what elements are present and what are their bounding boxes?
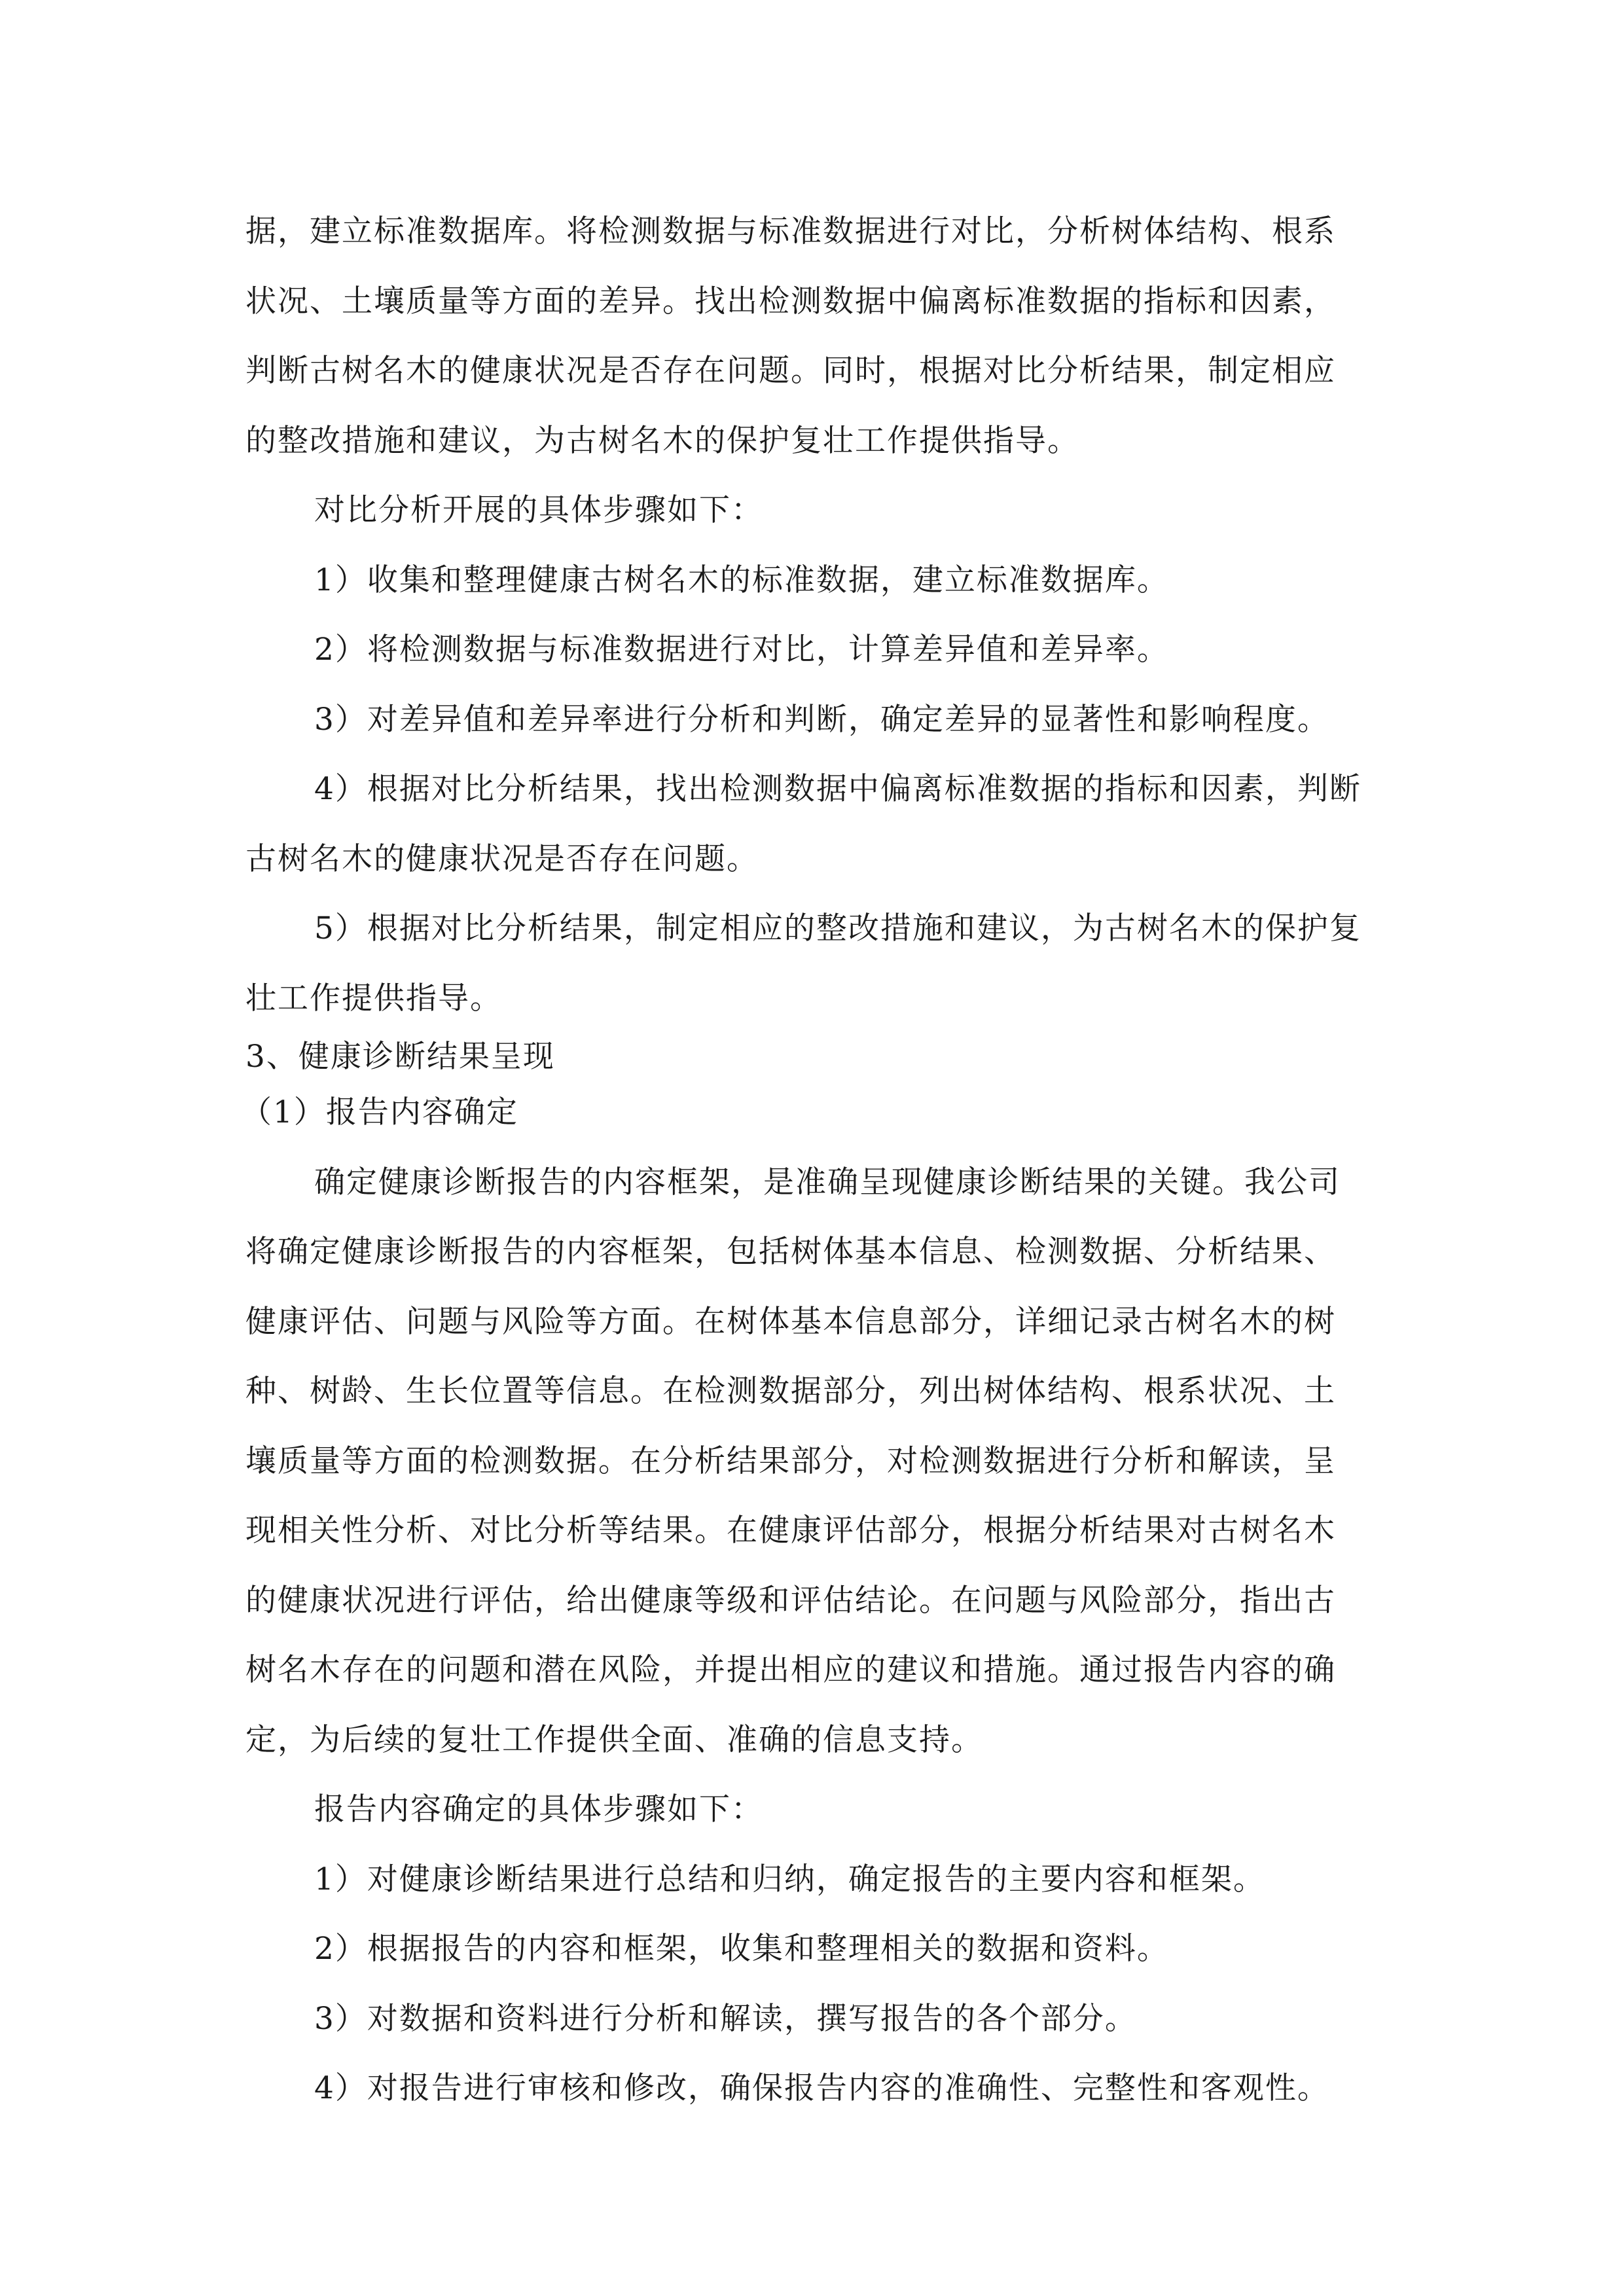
paragraph-line: 状况、土壤质量等方面的差异。找出检测数据中偏离标准数据的指标和因素， [245, 283, 1336, 319]
section-heading: 3、健康诊断结果呈现 [245, 1039, 555, 1075]
paragraph-line: 现相关性分析、对比分析等结果。在健康评估部分，根据分析结果对古树名木 [245, 1513, 1336, 1549]
step-item: 5）根据对比分析结果，制定相应的整改措施和建议，为古树名木的保护复 [314, 910, 1362, 946]
paragraph-line: 的整改措施和建议，为古树名木的保护复壮工作提供指导。 [245, 423, 1079, 459]
paragraph-line: 定，为后续的复壮工作提供全面、准确的信息支持。 [245, 1722, 983, 1758]
step-item-continuation: 古树名木的健康状况是否存在问题。 [245, 841, 759, 877]
subsection-heading: （1）报告内容确定 [241, 1094, 518, 1130]
step-item: 1）收集和整理健康古树名木的标准数据，建立标准数据库。 [314, 562, 1169, 598]
step-item: 2）将检测数据与标准数据进行对比，计算差异值和差异率。 [314, 632, 1169, 668]
paragraph-line: 健康评估、问题与风险等方面。在树体基本信息部分，详细记录古树名木的树 [245, 1304, 1336, 1340]
step-item: 1）对健康诊断结果进行总结和归纳，确定报告的主要内容和框架。 [314, 1861, 1265, 1897]
paragraph-line: 将确定健康诊断报告的内容框架，包括树体基本信息、检测数据、分析结果、 [245, 1234, 1336, 1270]
step-item: 4）对报告进行审核和修改，确保报告内容的准确性、完整性和客观性。 [314, 2070, 1329, 2106]
paragraph-line: 树名木存在的问题和潜在风险，并提出相应的建议和措施。通过报告内容的确 [245, 1652, 1336, 1688]
paragraph-line: 壤质量等方面的检测数据。在分析结果部分，对检测数据进行分析和解读，呈 [245, 1443, 1336, 1479]
paragraph-line: 判断古树名木的健康状况是否存在问题。同时，根据对比分析结果，制定相应 [245, 353, 1336, 389]
step-item-continuation: 壮工作提供指导。 [245, 980, 502, 1016]
paragraph-line: 确定健康诊断报告的内容框架，是准确呈现健康诊断结果的关键。我公司 [314, 1164, 1341, 1200]
steps-intro: 对比分析开展的具体步骤如下： [314, 492, 763, 528]
paragraph-line: 据，建立标准数据库。将检测数据与标准数据进行对比，分析树体结构、根系 [245, 213, 1336, 249]
step-item: 3）对差异值和差异率进行分析和判断，确定差异的显著性和影响程度。 [314, 702, 1329, 738]
paragraph-line: 的健康状况进行评估，给出健康等级和评估结论。在问题与风险部分，指出古 [245, 1583, 1336, 1619]
step-item: 3）对数据和资料进行分析和解读，撰写报告的各个部分。 [314, 2001, 1137, 2037]
paragraph-line: 种、树龄、生长位置等信息。在检测数据部分，列出树体结构、根系状况、土 [245, 1373, 1336, 1409]
step-item: 4）根据对比分析结果，找出检测数据中偏离标准数据的指标和因素，判断 [314, 771, 1362, 807]
steps-intro: 报告内容确定的具体步骤如下： [314, 1791, 763, 1827]
step-item: 2）根据报告的内容和框架，收集和整理相关的数据和资料。 [314, 1931, 1169, 1967]
